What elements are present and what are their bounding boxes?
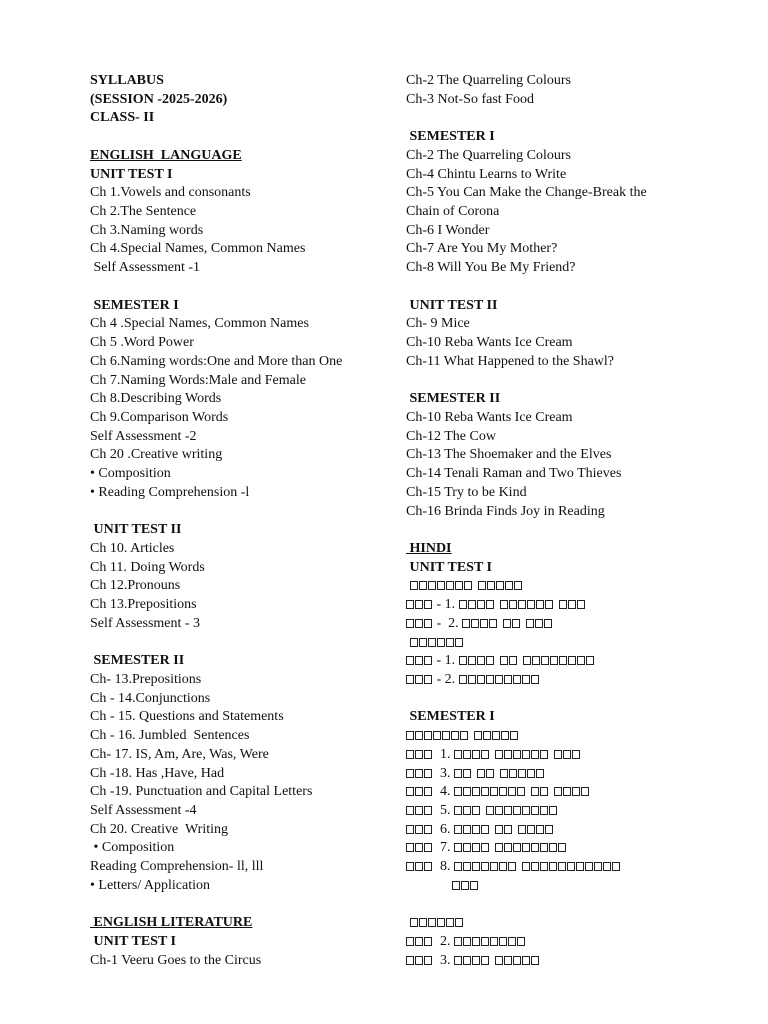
hindi-row: [406, 802, 751, 821]
missing-glyph-run: [406, 727, 519, 746]
hindi-row: - 2.: [406, 671, 751, 690]
list-item: Ch 6.Naming words:One and More than One: [90, 353, 343, 369]
list-item: Ch 12.Pronouns: [90, 578, 181, 594]
chapter-number: 2.: [440, 934, 451, 950]
english-language-heading: ENGLISH LANGUAGE: [90, 147, 242, 163]
hindi-row: [406, 821, 751, 840]
list-item: Self Assessment -4: [90, 803, 197, 819]
list-item: • Composition: [90, 466, 171, 482]
missing-glyph-run: [406, 765, 433, 784]
list-item: Ch-10 Reba Wants Ice Cream: [406, 409, 573, 425]
list-item: • Letters/ Application: [90, 877, 210, 893]
list-item: Ch 4.Special Names, Common Names: [90, 241, 306, 257]
list-item: Ch 3.Naming words: [90, 222, 204, 238]
missing-glyph-run: [454, 783, 590, 802]
missing-glyph-run: [406, 858, 433, 877]
list-item: Reading Comprehension- ll, lll: [90, 859, 264, 875]
hindi-row: [406, 933, 751, 952]
hindi-subheading-row: [406, 727, 751, 746]
hindi-row: - 1.: [406, 652, 751, 671]
list-item: Ch-14 Tenali Raman and Two Thieves: [406, 466, 622, 482]
missing-glyph-run: [454, 858, 621, 877]
list-item: Ch-2 The Quarreling Colours: [406, 147, 571, 163]
hindi-row: [406, 839, 751, 858]
list-item: Ch - 15. Questions and Statements: [90, 709, 284, 725]
list-item: Ch-12 The Cow: [406, 428, 496, 444]
list-item: Self Assessment -2: [90, 428, 197, 444]
el-semester-2-title: SEMESTER II: [90, 653, 185, 669]
session-label: (SESSION -2025-2026): [90, 91, 228, 107]
missing-glyph-run: [406, 802, 433, 821]
list-item: Self Assessment - 3: [90, 615, 201, 631]
missing-glyph-run: [454, 821, 554, 840]
hindi-row: [406, 783, 751, 802]
list-item: Ch-8 Will You Be My Friend?: [406, 260, 576, 276]
list-item: Ch-2 The Quarreling Colours: [406, 73, 571, 88]
missing-glyph-run: [406, 671, 433, 690]
hindi-semester-1-title: SEMESTER I: [406, 709, 495, 725]
missing-glyph-run: [454, 933, 526, 952]
list-item: Ch 8.Describing Words: [90, 391, 222, 407]
list-item: Ch-13 The Shoemaker and the Elves: [406, 447, 612, 463]
hindi-row-continued: [406, 877, 751, 896]
list-item: Ch 20 .Creative writing: [90, 447, 223, 463]
hindi-subheading-row: [406, 914, 751, 933]
chapter-number: 1.: [440, 746, 451, 762]
list-item: Ch-10 Reba Wants Ice Cream: [406, 335, 573, 351]
hindi-row: [406, 858, 751, 877]
list-item: Ch-15 Try to be Kind: [406, 484, 527, 500]
list-item: Ch 4 .Special Names, Common Names: [90, 316, 309, 332]
list-item: Ch -19. Punctuation and Capital Letters: [90, 784, 313, 800]
list-item: Ch 11. Doing Words: [90, 559, 205, 575]
missing-glyph-run: [410, 914, 464, 933]
missing-glyph-run: [454, 952, 540, 971]
missing-glyph-run: [452, 877, 479, 896]
missing-glyph-run: [406, 746, 433, 765]
list-item: Ch 13.Prepositions: [90, 597, 197, 613]
missing-glyph-run: [406, 615, 433, 634]
class-label: CLASS- II: [90, 110, 155, 126]
missing-glyph-run: [459, 652, 595, 671]
missing-glyph-run: [406, 821, 433, 840]
chapter-number: 7.: [440, 840, 451, 856]
chapter-number: 5.: [440, 803, 451, 819]
document-title: SYLLABUS: [90, 73, 164, 88]
chapter-number: 6.: [440, 821, 451, 837]
chapter-number: 8.: [440, 859, 451, 875]
chapter-number: 2.: [448, 615, 459, 631]
hindi-row: [406, 746, 751, 765]
chapter-number: 1.: [444, 597, 456, 613]
chapter-number: 1.: [444, 653, 456, 669]
list-item: Ch- 9 Mice: [406, 316, 470, 332]
list-item: Ch-6 I Wonder: [406, 222, 490, 238]
list-item: Ch-7 Are You My Mother?: [406, 241, 558, 257]
missing-glyph-run: [410, 577, 523, 596]
missing-glyph-run: [406, 652, 433, 671]
hindi-row: - 1.: [406, 596, 751, 615]
list-item: Self Assessment -1: [90, 260, 201, 276]
chapter-number: 3.: [440, 765, 451, 781]
list-item: Ch- 13.Prepositions: [90, 672, 202, 687]
list-item: Ch 7.Naming Words:Male and Female: [90, 372, 306, 388]
missing-glyph-run: [406, 783, 433, 802]
list-item: Ch-11 What Happened to the Shawl?: [406, 353, 615, 369]
list-item: Ch-1 Veeru Goes to the Circus: [90, 952, 262, 968]
lit-unit-test-1-title: UNIT TEST I: [90, 934, 176, 950]
list-item: Ch-4 Chintu Learns to Write: [406, 166, 567, 182]
list-item: • Reading Comprehension -l: [90, 484, 250, 500]
list-item: Ch 5 .Word Power: [90, 335, 194, 351]
missing-glyph-run: [406, 952, 433, 971]
list-item: Ch 2.The Sentence: [90, 204, 197, 220]
list-item: Ch-5 You Can Make the Change-Break the: [406, 185, 647, 201]
list-item: Ch - 14.Conjunctions: [90, 690, 211, 706]
chapter-number: 2.: [444, 672, 456, 687]
missing-glyph-run: [454, 765, 545, 784]
missing-glyph-run: [462, 615, 553, 634]
hindi-row: [406, 765, 751, 784]
lit-semester-2-title: SEMESTER II: [406, 391, 501, 407]
list-item: Ch -18. Has ,Have, Had: [90, 765, 225, 781]
missing-glyph-run: [459, 671, 540, 690]
missing-glyph-run: [406, 596, 433, 615]
el-semester-1-title: SEMESTER I: [90, 297, 179, 313]
missing-glyph-run: [459, 596, 586, 615]
missing-glyph-run: [454, 802, 558, 821]
hindi-row: - 2.: [406, 615, 751, 634]
hindi-subheading-row: [406, 577, 751, 596]
hindi-row: [406, 952, 751, 971]
left-column: [90, 72, 390, 971]
missing-glyph-run: [406, 839, 433, 858]
chapter-number: 4.: [440, 784, 451, 800]
hindi-row-continued: [406, 634, 751, 653]
right-column: [406, 72, 751, 971]
list-item: Ch - 16. Jumbled Sentences: [90, 728, 250, 744]
list-item: Ch 20. Creative Writing: [90, 821, 228, 837]
list-item: Ch 9.Comparison Words: [90, 409, 229, 425]
list-item: Ch 1.Vowels and consonants: [90, 185, 251, 201]
english-literature-heading: ENGLISH LITERATURE: [90, 915, 253, 931]
list-item: Ch 10. Articles: [90, 540, 175, 556]
list-item: Chain of Corona: [406, 204, 500, 220]
lit-unit-test-2-title: UNIT TEST II: [406, 297, 498, 313]
missing-glyph-run: [454, 839, 567, 858]
missing-glyph-run: [454, 746, 581, 765]
list-item: Ch-3 Not-So fast Food: [406, 91, 534, 107]
list-item: Ch- 17. IS, Am, Are, Was, Were: [90, 746, 269, 762]
chapter-number: 3.: [440, 952, 451, 968]
missing-glyph-run: [406, 933, 433, 952]
hindi-unit-test-1-title: UNIT TEST I: [406, 559, 492, 575]
hindi-heading: HINDI: [406, 540, 452, 556]
lit-semester-1-title: SEMESTER I: [406, 129, 495, 145]
missing-glyph-run: [410, 634, 464, 653]
el-unit-test-2-title: UNIT TEST II: [90, 522, 182, 538]
list-item: • Composition: [90, 840, 175, 856]
el-unit-test-1-title: UNIT TEST I: [90, 166, 173, 182]
list-item: Ch-16 Brinda Finds Joy in Reading: [406, 503, 605, 519]
